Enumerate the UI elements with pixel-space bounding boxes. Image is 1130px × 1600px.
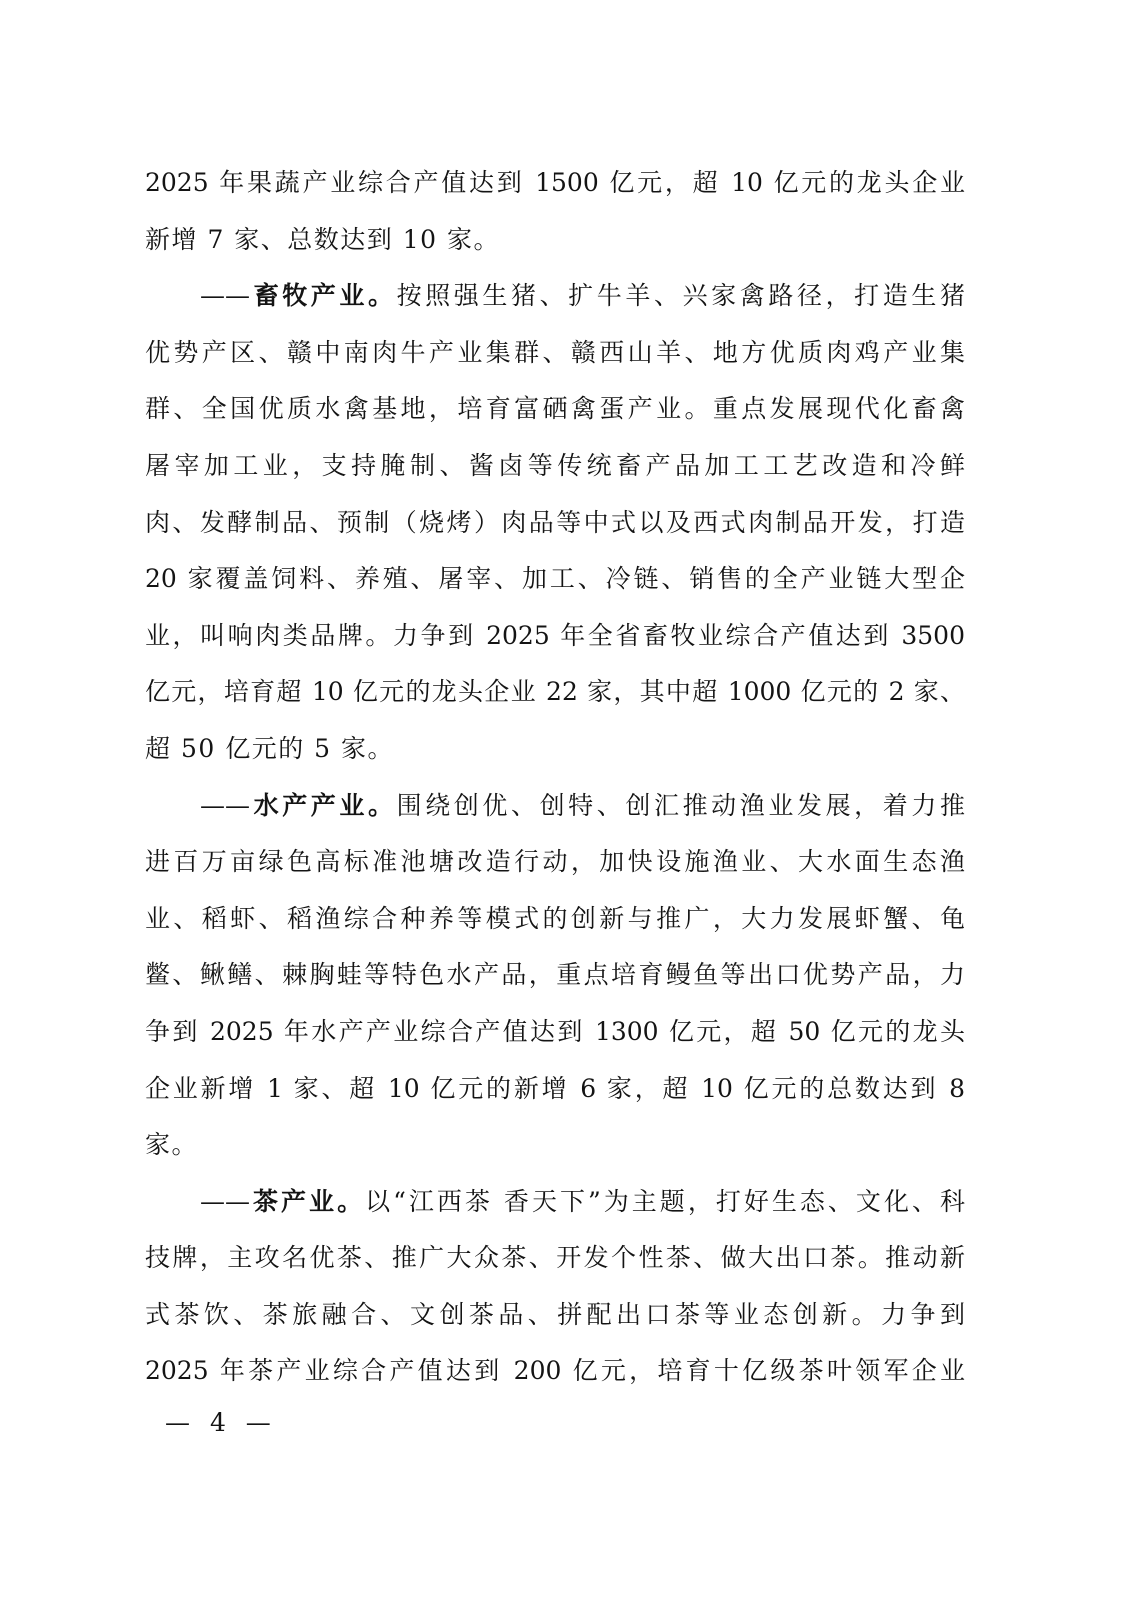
section-heading: 茶产业。 (250, 1186, 366, 1216)
text-run: 按照强生猪、扩牛羊、兴家禽路径，打造生猪 (396, 281, 965, 311)
text-line: 鳖、鳅鳝、棘胸蛙等特色水产品，重点培育鳗鱼等出口优势产品，力 (145, 960, 965, 990)
text-line: 亿元，培育超 10 亿元的龙头企业 22 家，其中超 1000 亿元的 2 家、 (145, 677, 965, 707)
page-number: — 4 — (165, 1408, 271, 1437)
text-line: 肉、发酵制品、预制（烧烤）肉品等中式以及西式肉制品开发，打造 (145, 507, 965, 537)
text-line: 式茶饮、茶旅融合、文创茶品、拼配出口茶等业态创新。力争到 (145, 1299, 965, 1329)
text-line: 进百万亩绿色高标准池塘改造行动，加快设施渔业、大水面生态渔 (145, 847, 965, 877)
em-dash-prefix: —— (200, 281, 250, 311)
paragraph-livestock (145, 268, 965, 777)
text-line: 新增 7 家、总数达到 10 家。 (145, 224, 501, 254)
text-line: 优势产区、赣中南肉牛产业集群、赣西山羊、地方优质肉鸡产业集 (145, 337, 965, 367)
text-line: 20 家覆盖饲料、养殖、屠宰、加工、冷链、销售的全产业链大型企 (145, 564, 965, 594)
text-line: 业、稻虾、稻渔综合种养等模式的创新与推广，大力发展虾蟹、龟 (145, 903, 965, 933)
text-line: 争到 2025 年水产产业综合产值达到 1300 亿元，超 50 亿元的龙头 (145, 1016, 965, 1046)
text-line: 2025 年茶产业综合产值达到 200 亿元，培育十亿级茶叶领军企业 (145, 1356, 965, 1386)
em-dash-prefix: —— (200, 1186, 250, 1216)
section-heading: 水产产业。 (250, 790, 397, 820)
text-run: 以“江西茶 香天下”为主题，打好生态、文化、科 (365, 1186, 965, 1216)
paragraph-tea (145, 1174, 965, 1400)
text-line: 家。 (145, 1130, 199, 1160)
text-line (145, 268, 965, 325)
text-line: 群、全国优质水禽基地，培育富硒禽蛋产业。重点发展现代化畜禽 (145, 394, 965, 424)
text-line: 技牌，主攻名优茶、推广大众茶、开发个性茶、做大出口茶。推动新 (145, 1243, 965, 1273)
body-text (145, 155, 965, 1400)
paragraph-aquaculture (145, 778, 965, 1174)
text-line: 屠宰加工业，支持腌制、酱卤等传统畜产品加工工艺改造和冷鲜 (145, 450, 965, 480)
text-line (145, 778, 965, 835)
text-run: 围绕创优、创特、创汇推动渔业发展，着力推 (396, 790, 965, 820)
text-line: 超 50 亿元的 5 家。 (145, 733, 395, 763)
text-line: 企业新增 1 家、超 10 亿元的新增 6 家，超 10 亿元的总数达到 8 (145, 1073, 965, 1103)
section-heading: 畜牧产业。 (250, 281, 397, 311)
paragraph-fruit-vegetable-continued (145, 155, 965, 268)
text-line: 业，叫响肉类品牌。力争到 2025 年全省畜牧业综合产值达到 3500 (145, 620, 965, 650)
text-line: 2025 年果蔬产业综合产值达到 1500 亿元，超 10 亿元的龙头企业 (145, 168, 965, 197)
text-line (145, 1174, 965, 1231)
em-dash-prefix: —— (200, 790, 250, 820)
